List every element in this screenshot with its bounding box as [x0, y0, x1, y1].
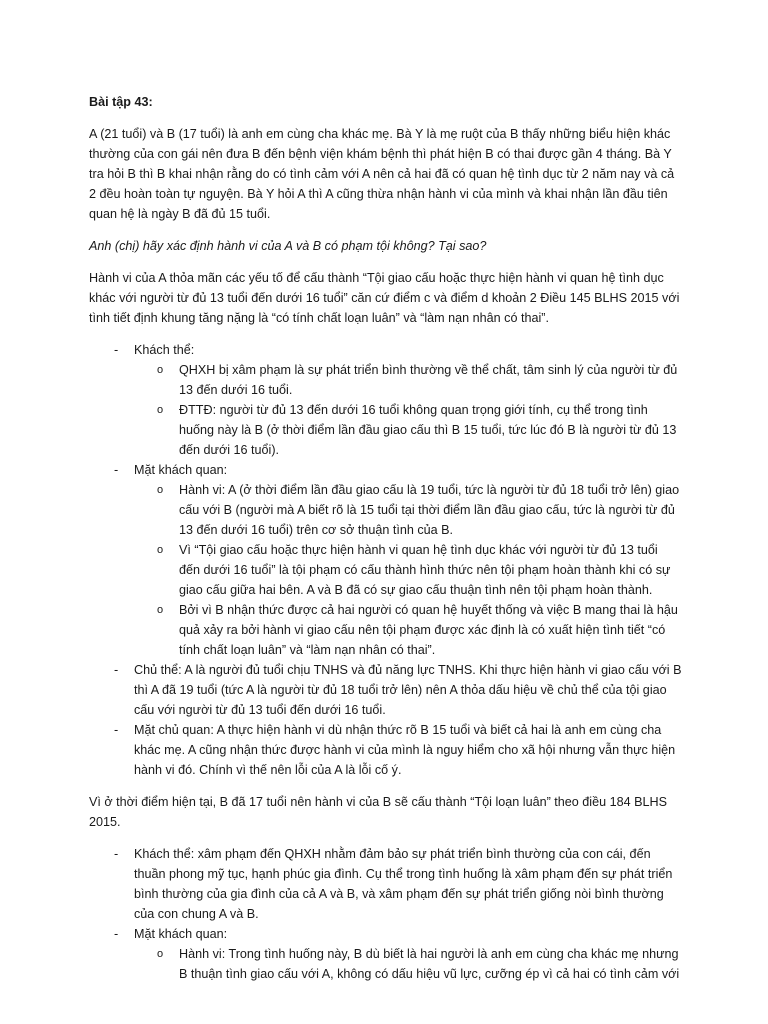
sub-list-item: [134, 400, 682, 460]
sub-list: [134, 360, 682, 460]
list-item-text: Mặt chủ quan: A thực hiện hành vi dù nhận thức rõ B 15 tuổi và biết cả hai là anh em cùng cha khác mẹ. A cũng nhận thức được hành vi của mình là nguy hiểm cho xã hội nhưng vẫn thực hiện hành vi đó. Chính vì thế nên lỗi của A là lỗi cố ý.: [134, 723, 676, 777]
circle-bullet: o: [157, 604, 164, 616]
list-item: [89, 460, 682, 660]
sub-list: [134, 944, 682, 984]
list-item-text: Mặt khách quan:: [134, 463, 228, 477]
elements-list-b: [89, 844, 682, 984]
dash-bullet: -: [114, 723, 119, 737]
list-item: [89, 924, 682, 984]
dash-bullet: -: [114, 663, 119, 677]
sub-list-item-text: Bởi vì B nhận thức được cả hai người có quan hệ huyết thống và việc B mang thai là hậu quả xảy ra bởi hành vi giao cấu nên tội phạm được xác định là có xuất hiện tình tiết “có tính chất loạn luân” và “làm nạn nhân có thai”.: [179, 603, 678, 657]
list-item: [89, 844, 682, 924]
sub-list-item: [134, 944, 682, 984]
dash-bullet: -: [114, 343, 119, 357]
list-item-text: Mặt khách quan:: [134, 927, 228, 941]
list-item-text: Khách thể: xâm phạm đến QHXH nhằm đảm bảo sự phát triển bình thường của con cái, đến thuần phong mỹ tục, hạnh phúc gia đình. Cụ thể trong tình huống là xâm phạm đến sự phát triển bình thường của gia đình của cả A và B, và xâm phạm đến sự phát triển giống nòi bình thường của con chung A và B.: [134, 847, 673, 921]
list-item: [89, 720, 682, 780]
circle-bullet: o: [157, 404, 164, 416]
list-item-text: Khách thể:: [134, 343, 195, 357]
sub-list-item-text: Hành vi: Trong tình huống này, B dù biết là hai người là anh em cùng cha khác mẹ nhưng B thuận tình giao cấu với A, không có dấu hiệu vũ lực, cưỡng ép vì cả hai có tình cảm với: [179, 947, 680, 981]
list-item: [89, 340, 682, 460]
sub-list: [134, 480, 682, 660]
analysis-b: Vì ở thời điểm hiện tại, B đã 17 tuổi nên hành vi của B sẽ cấu thành “Tội loạn luân” theo điều 184 BLHS 2015.: [89, 795, 668, 829]
circle-bullet: o: [157, 364, 164, 376]
list-item-text: Chủ thể: A là người đủ tuổi chịu TNHS và đủ năng lực TNHS. Khi thực hiện hành vi giao cấu với B thì A đã 19 tuổi (tức A là người từ đủ 18 tuổi trở lên) nên A thỏa dấu hiệu về chủ thể của tội giao cấu với người từ đủ 13 tuổi đến dưới 16 tuổi.: [134, 663, 682, 717]
sub-list-item-text: Vì “Tội giao cấu hoặc thực hiện hành vi quan hệ tình dục khác với người từ đủ 13 tuổi đến dưới 16 tuổi” là tội phạm có cấu thành hình thức nên tội phạm hoàn thành khi có sự giao cấu giữa hai bên. A và B đã có sự giao cấu thuận tình nên tội phạm hoàn thành.: [179, 543, 671, 597]
list-item: [89, 660, 682, 720]
exercise-title: Bài tập 43:: [89, 95, 153, 109]
elements-list-a: [89, 340, 682, 780]
sub-list-item-text: Hành vi: A (ở thời điểm lần đầu giao cấu là 19 tuổi, tức là người từ đủ 18 tuổi trở lên) giao cấu với B (người mà A biết rõ là 15 tuổi tại thời điểm lần đầu giao cấu, tức là người từ đủ 13 đến dưới 16 tuổi) trên cơ sở thuận tình của B.: [179, 483, 680, 537]
circle-bullet: o: [157, 948, 164, 960]
sub-list-item: [134, 360, 682, 400]
dash-bullet: -: [114, 847, 119, 861]
dash-bullet: -: [114, 463, 119, 477]
circle-bullet: o: [157, 484, 164, 496]
sub-list-item: [134, 600, 682, 660]
sub-list-item-text: QHXH bị xâm phạm là sự phát triển bình thường về thể chất, tâm sinh lý của người từ đủ 13 đến dưới 16 tuổi.: [179, 363, 678, 397]
circle-bullet: o: [157, 544, 164, 556]
case-intro: A (21 tuổi) và B (17 tuổi) là anh em cùng cha khác mẹ. Bà Y là mẹ ruột của B thấy những biểu hiện khác thường của con gái nên đưa B đến bệnh viện khám bệnh thì phát hiện B có thai được gần 4 tháng. Bà Y tra hỏi B thì B khai nhận rằng do có tình cảm với A nên cả hai đã có quan hệ tình dục từ 2 năm nay và cả 2 đều hoàn toàn tự nguyện. Bà Y hỏi A thì A cũng thừa nhận hành vi của mình và khai nhận lần đầu tiên quan hệ là ngày B đã đủ 15 tuổi.: [89, 127, 675, 221]
question: Anh (chị) hãy xác định hành vi của A và B có phạm tội không? Tại sao?: [89, 239, 487, 253]
dash-bullet: -: [114, 927, 119, 941]
sub-list-item: [134, 540, 682, 600]
sub-list-item: [134, 480, 682, 540]
analysis-a: Hành vi của A thỏa mãn các yếu tố để cấu thành “Tội giao cấu hoặc thực hiện hành vi quan hệ tình dục khác với người từ đủ 13 tuổi đến dưới 16 tuổi” căn cứ điểm c và điểm d khoản 2 Điều 145 BLHS 2015 với tình tiết định khung tăng nặng là “có tính chất loạn luân” và “làm nạn nhân có thai”.: [89, 271, 680, 325]
sub-list-item-text: ĐTTĐ: người từ đủ 13 đến dưới 16 tuổi không quan trọng giới tính, cụ thể trong tình huống này là B (ở thời điểm lần đầu giao cấu thì B 15 tuổi, tức lúc đó B là người từ đủ 13 đến dưới 16 tuổi).: [179, 403, 677, 457]
